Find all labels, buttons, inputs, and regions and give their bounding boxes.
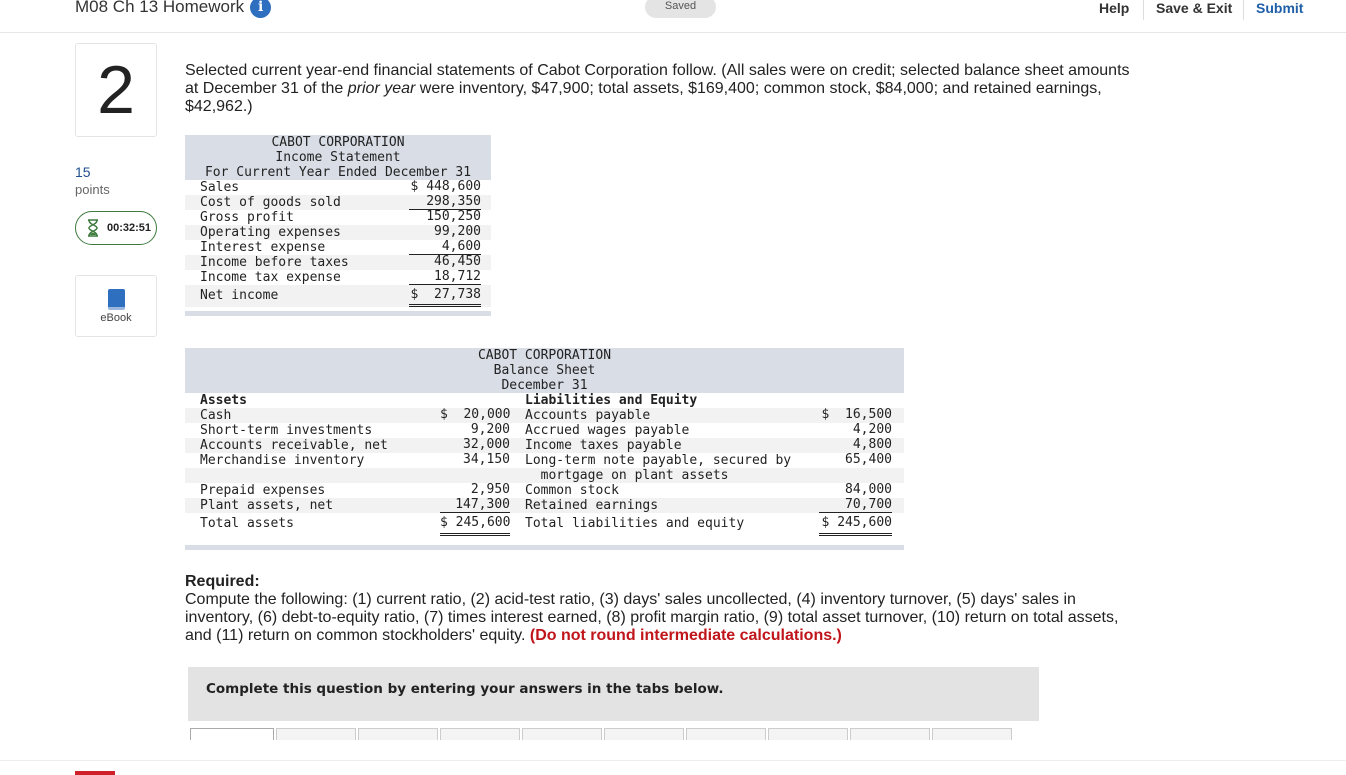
tab-6[interactable]: [604, 728, 684, 740]
divider: [1143, 0, 1144, 20]
asset-label: Short-term investments: [200, 423, 373, 438]
liability-value: 4,200: [852, 422, 892, 437]
liability-value: 84,000: [845, 482, 892, 497]
liability-label: Income taxes payable: [525, 438, 682, 453]
table-row: [185, 468, 904, 483]
question-number: 2: [75, 43, 157, 137]
asset-label: Total assets: [200, 516, 294, 531]
asset-value: 147,300: [440, 498, 510, 513]
row-label: Sales: [200, 180, 240, 195]
row-label: Income tax expense: [200, 270, 341, 285]
timer-value: 00:32:51: [107, 222, 152, 234]
row-value: 4,600: [409, 240, 481, 255]
hourglass-icon: [87, 219, 99, 237]
liability-label: Common stock: [525, 483, 619, 498]
asset-label: Prepaid expenses: [200, 483, 326, 498]
balance-sheet-header: CABOT CORPORATION Balance Sheet December 31: [185, 348, 904, 393]
book-icon: [108, 289, 125, 310]
asset-label: Cash: [200, 408, 232, 423]
assignment-title: M08 Ch 13 Homework i: [75, 0, 271, 18]
asset-label: Accounts receivable, net: [200, 438, 388, 453]
row-label: Income before taxes: [200, 255, 349, 270]
liability-label: Accounts payable: [525, 408, 651, 423]
table-row: [185, 408, 904, 423]
table-footer-bar: [185, 545, 904, 550]
table-row: [185, 195, 491, 210]
asset-label: Merchandise inventory: [200, 453, 365, 468]
save-exit-button[interactable]: Save & Exit: [1156, 0, 1233, 16]
row-value: 150,250: [426, 209, 481, 224]
table-row: Assets Liabilities and Equity: [200, 393, 698, 408]
footer-bar: [0, 760, 1346, 774]
ebook-button[interactable]: [75, 275, 157, 337]
liability-label: Long-term note payable, secured by: [525, 453, 792, 468]
row-label: Net income: [200, 288, 279, 303]
row-value: $ 27,738: [409, 286, 481, 307]
asset-value: $ 245,600: [440, 513, 510, 536]
tab-9[interactable]: [850, 728, 930, 740]
tab-7[interactable]: [686, 728, 766, 740]
question-text: Selected current year-end financial statements of Cabot Corporation follow. (All sales were on credit; selected balance sheet amounts at December 31 of the prior year were inventory, $47,900; total assets, $169,400; common stock, $84,000; and retained earnings, $42,962.): [185, 62, 1130, 115]
liability-value: 70,700: [819, 498, 892, 513]
tab-3[interactable]: [358, 728, 438, 740]
tab-1[interactable]: [190, 728, 274, 740]
liability-value: 4,800: [852, 437, 892, 452]
asset-label: Plant assets, net: [200, 498, 334, 513]
liability-label: Total liabilities and equity: [525, 516, 745, 531]
asset-value: 9,200: [470, 422, 510, 437]
table-row: [185, 285, 491, 307]
instructions-box: Complete this question by entering your answers in the tabs below.: [188, 667, 1039, 721]
table-row: [185, 453, 904, 468]
table-row: [185, 255, 491, 270]
points-label: points: [75, 182, 110, 197]
table-row: [185, 513, 904, 541]
table-row: [185, 180, 491, 195]
asset-value: 32,000: [463, 437, 510, 452]
row-value: 18,712: [409, 270, 481, 285]
tab-8[interactable]: [768, 728, 848, 740]
table-footer-bar: [185, 311, 491, 316]
table-row: [185, 240, 491, 255]
row-value: 46,450: [434, 254, 481, 269]
tab-10[interactable]: [932, 728, 1012, 740]
row-label: Cost of goods sold: [200, 195, 341, 210]
tab-2[interactable]: [276, 728, 356, 740]
tab-4[interactable]: [440, 728, 520, 740]
help-button[interactable]: Help: [1099, 0, 1130, 16]
table-row: [185, 270, 491, 285]
income-statement-header: CABOT CORPORATION Income Statement For Current Year Ended December 31: [185, 135, 491, 180]
tab-5[interactable]: [522, 728, 602, 740]
required-section: Required: Compute the following: (1) current ratio, (2) acid-test ratio, (3) days' sales uncollected, (4) inventory turnover, (5) days' sales in inventory, (6) debt-to-equity ratio, (7) times interest earned, (8) profit margin ratio, (9) total asset turnover, (10) return on total assets, and (11) return on common stockholders' equity. (Do not round intermediate calculations.): [185, 573, 1119, 644]
submit-button[interactable]: Submit: [1256, 0, 1304, 16]
table-row: [185, 438, 904, 453]
liability-label: Accrued wages payable: [525, 423, 690, 438]
income-statement: [185, 135, 491, 316]
liability-value: 65,400: [845, 452, 892, 467]
liability-label: Retained earnings: [525, 498, 659, 513]
timer[interactable]: [75, 211, 157, 245]
row-value: 298,350: [409, 195, 481, 210]
row-label: Interest expense: [200, 240, 326, 255]
table-row: [185, 225, 491, 240]
saved-status: Saved: [645, 0, 716, 18]
ebook-label: eBook: [100, 312, 132, 324]
liability-label: mortgage on plant assets: [525, 468, 729, 483]
balance-sheet: [185, 348, 904, 550]
liability-value: $ 16,500: [821, 407, 892, 422]
row-label: Operating expenses: [200, 225, 341, 240]
table-row: [185, 423, 904, 438]
row-value: 99,200: [434, 224, 481, 239]
asset-value: 34,150: [463, 452, 510, 467]
logo-mark: [75, 771, 115, 775]
answer-tabs: [190, 728, 1012, 740]
table-row: [185, 483, 904, 498]
asset-value: $ 20,000: [440, 407, 511, 422]
table-row: [185, 498, 904, 513]
divider: [1243, 0, 1244, 20]
liability-value: $ 245,600: [819, 513, 892, 536]
asset-value: 2,950: [470, 482, 510, 497]
top-bar: [0, 0, 1346, 33]
table-row: [185, 210, 491, 225]
points-value: 15: [75, 164, 91, 180]
row-label: Gross profit: [200, 210, 294, 225]
info-icon[interactable]: i: [250, 0, 271, 18]
row-value: $ 448,600: [410, 179, 481, 194]
